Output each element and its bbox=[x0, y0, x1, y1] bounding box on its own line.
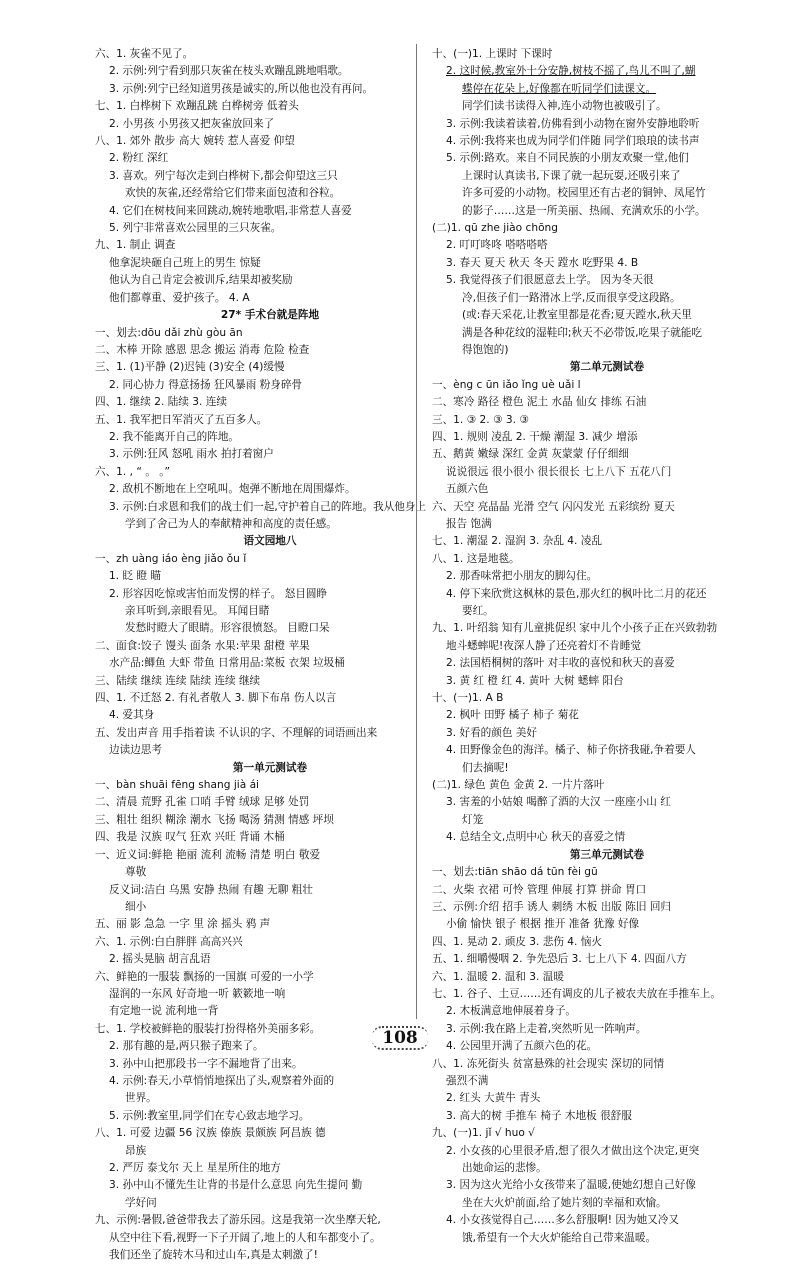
answer-text: 五、鹅黄 嫩绿 深红 金黄 灰蒙蒙 仔仔细细 bbox=[432, 448, 629, 461]
answer-line bbox=[95, 742, 445, 759]
answer-line bbox=[432, 916, 782, 933]
answer-text: 3. 示例:我在路上走着,突然听见一阵响声。 bbox=[446, 1022, 647, 1035]
answer-line bbox=[432, 446, 782, 463]
answer-text: 3. 示例:列宁已经知道男孩是诚实的,所以他也没有再问。 bbox=[109, 82, 374, 95]
answer-text: 三、粗壮 组织 糊涂 潮水 飞扬 喝汤 猜测 情感 坪坝 bbox=[95, 813, 334, 826]
answer-line bbox=[432, 725, 782, 742]
answer-text: 从空中往下看,视野一下子开阔了,地上的人和车都变小了。 bbox=[109, 1231, 381, 1244]
answer-text: 二、清晨 荒野 孔雀 口哨 手臂 绒球 足够 处罚 bbox=[95, 796, 310, 809]
answer-text: 3. 示例:狂风 怒吼 雨水 拍打着窗户 bbox=[109, 448, 274, 461]
answer-line bbox=[432, 342, 782, 359]
answer-line bbox=[95, 1073, 445, 1090]
answer-line bbox=[95, 429, 445, 446]
answer-line bbox=[432, 98, 782, 115]
answer-text: 三、1. ③ 2. ③ 3. ③ bbox=[432, 413, 529, 426]
answer-text: 4. 总结全文,点明中心 秋天的喜爱之情 bbox=[446, 831, 626, 844]
answer-text: (二)1. qū zhe jiào chōng bbox=[432, 222, 558, 235]
answer-text: 2. 摇头晃脑 胡言乱语 bbox=[109, 953, 211, 966]
answer-text: 2. 红头 大黄牛 青头 bbox=[446, 1092, 541, 1105]
answer-text: 4. 小女孩觉得自己……多么舒服啊! 因为她又冷又 bbox=[446, 1214, 679, 1227]
answer-line bbox=[432, 81, 782, 98]
answer-line bbox=[432, 1125, 782, 1142]
answer-text: 4. 示例:我将来也成为同学们伴随 同学们琅琅的读书声 bbox=[446, 135, 700, 148]
answer-text: 2. 我不能离开自己的阵地。 bbox=[109, 430, 240, 443]
answer-line bbox=[95, 464, 445, 481]
answer-line bbox=[95, 882, 445, 899]
answer-line bbox=[432, 1177, 782, 1194]
answer-line bbox=[95, 150, 445, 167]
answer-text: 4. 公园里开满了五颜六色的花。 bbox=[446, 1040, 598, 1053]
answer-line bbox=[95, 603, 445, 620]
column-divider bbox=[416, 44, 417, 1019]
answer-line bbox=[95, 673, 445, 690]
answer-line bbox=[95, 1090, 445, 1107]
answer-text: 世界。 bbox=[125, 1092, 157, 1105]
answer-text: 一、划去:tiān shāo dá tūn fèi gū bbox=[432, 866, 598, 879]
answer-text: 七、1. 白桦树下 欢蹦乱跳 白桦树旁 低着头 bbox=[95, 100, 299, 113]
answer-line bbox=[95, 794, 445, 811]
answer-line bbox=[432, 934, 782, 951]
answer-line bbox=[95, 63, 445, 80]
answer-line bbox=[95, 394, 445, 411]
answer-line bbox=[432, 481, 782, 498]
answer-text: 要红。 bbox=[462, 605, 494, 617]
answer-text: 5. 列宁非常喜欢公园里的三只灰雀。 bbox=[109, 222, 282, 235]
answer-line bbox=[432, 220, 782, 237]
answer-text: 第一单元测试卷 bbox=[232, 761, 308, 774]
answer-line bbox=[95, 1212, 445, 1229]
answer-text: 五、1. 细嚼慢咽 2. 争先恐后 3. 七上八下 4. 四面八方 bbox=[432, 953, 687, 966]
answer-line bbox=[95, 864, 445, 881]
answer-line bbox=[95, 707, 445, 724]
answer-line bbox=[95, 46, 445, 63]
answer-line bbox=[95, 220, 445, 237]
answer-text: 2. 示例:列宁看到那只灰雀在枝头欢蹦乱跳地唱歌。 bbox=[109, 65, 349, 78]
answer-text: 2. 枫叶 田野 橘子 柿子 菊花 bbox=[446, 709, 579, 722]
answer-line bbox=[95, 899, 445, 916]
answer-line bbox=[432, 1056, 782, 1073]
answer-line bbox=[95, 1195, 445, 1212]
answer-line bbox=[95, 359, 445, 376]
answer-line bbox=[432, 1090, 782, 1107]
answer-line bbox=[95, 1247, 445, 1264]
answer-text: 五、1. 我军把日军消灭了五百多人。 bbox=[95, 413, 268, 426]
answer-text: 4. 示例:春天,小草悄悄地探出了头,观察着外面的 bbox=[109, 1074, 335, 1087]
answer-line bbox=[95, 1230, 445, 1247]
answer-line bbox=[432, 620, 782, 637]
answer-text: 3. 黄 红 橙 红 4. 黄叶 大树 蟋蟀 阳台 bbox=[446, 674, 624, 687]
answer-text: 许多可爱的小动物。校园里还有古老的铜钟、凤尾竹 bbox=[462, 187, 706, 200]
answer-text: 一、èng c ūn iǎo ǐng uè uǎi l bbox=[432, 378, 581, 391]
answer-text: 欢快的灰雀,还经常给它们带来面包渣和谷粒。 bbox=[125, 187, 341, 200]
answer-text: 他们都尊重、爱护孩子。 4. A bbox=[109, 291, 250, 304]
answer-line bbox=[432, 325, 782, 342]
answer-line bbox=[432, 237, 782, 254]
answer-line bbox=[95, 185, 445, 202]
answer-line bbox=[95, 829, 445, 846]
answer-text: 二、木棒 开除 感恩 思念 搬运 消毒 危险 检查 bbox=[95, 343, 310, 356]
answer-line bbox=[95, 1160, 445, 1177]
answer-text: 2. 木板满意地伸展着身子。 bbox=[446, 1005, 577, 1018]
answer-line bbox=[95, 777, 445, 794]
answer-line bbox=[95, 290, 445, 307]
answer-text: 学好问 bbox=[125, 1196, 157, 1209]
answer-line bbox=[432, 377, 782, 394]
answer-line bbox=[432, 464, 782, 481]
answer-text: 2. 法国梧桐树的落叶 对丰收的喜悦和秋天的喜爱 bbox=[446, 657, 675, 670]
answer-text: 八、1. 这是地毯。 bbox=[432, 552, 520, 565]
answer-text: 3. 孙中山不懂先生让背的书是什么意思 向先生提问 勤 bbox=[109, 1179, 363, 1192]
answer-line bbox=[95, 586, 445, 603]
answer-text: 四、1. 不迁怒 2. 有礼者敬人 3. 脚下布帛 伤人以言 bbox=[95, 692, 337, 705]
answer-text: 们去摘呢! bbox=[462, 761, 509, 774]
answer-text: 三、示例:介绍 招手 诱人 刺绣 木板 出版 陈旧 回归 bbox=[432, 900, 672, 913]
answer-line bbox=[432, 742, 782, 759]
answer-line bbox=[95, 1143, 445, 1160]
answer-text: 2. 粉红 深红 bbox=[109, 152, 169, 165]
answer-line bbox=[95, 133, 445, 150]
answer-line bbox=[432, 777, 782, 794]
answer-text: 学到了舍己为人的奉献精神和高度的责任感。 bbox=[125, 517, 337, 530]
answer-line bbox=[432, 673, 782, 690]
answer-text: (二)1. 绿色 黄色 金黄 2. 一片片落叶 bbox=[432, 779, 605, 792]
answer-text: 3. 孙中山把那段书一字不漏地背了出来。 bbox=[109, 1057, 303, 1070]
answer-text: 边读边思考 bbox=[109, 744, 162, 757]
answer-text: 3. 春天 夏天 秋天 冬天 蹚水 吃野果 4. B bbox=[446, 256, 639, 269]
answer-line bbox=[95, 568, 445, 585]
answer-text: 2. 同心协力 得意扬扬 狂风暴雨 粉身碎骨 bbox=[109, 378, 303, 391]
answer-line bbox=[432, 133, 782, 150]
answer-text: 六、鲜艳的一服装 飘扬的一国旗 可爱的一小学 bbox=[95, 970, 314, 983]
answer-text: 3. 示例:白求恩和我们的战士们一起,守护着自己的阵地。我从他身上 bbox=[109, 500, 427, 513]
answer-line bbox=[95, 81, 445, 98]
answer-line bbox=[432, 533, 782, 550]
answer-text: 2. 小女孩的心里很矛盾,想了很久才做出这个决定,更突 bbox=[446, 1144, 700, 1157]
answer-text: 一、近义词:鲜艳 艳丽 流利 流畅 清楚 明白 敬爱 bbox=[95, 848, 321, 861]
answer-line bbox=[432, 1212, 782, 1229]
answer-text: 八、1. 冻死街头 贫富悬殊的社会现实 深切的同情 bbox=[432, 1057, 665, 1070]
answer-line bbox=[432, 1195, 782, 1212]
answer-line bbox=[95, 934, 445, 951]
answer-line bbox=[95, 499, 445, 516]
answer-text: 三、1. (1)平静 (2)迟钝 (3)安全 (4)缓慢 bbox=[95, 361, 285, 374]
answer-line bbox=[432, 1143, 782, 1160]
answer-line bbox=[432, 255, 782, 272]
answer-text: 四、我是 汉族 叹气 狂欢 兴旺 背诵 木桶 bbox=[95, 831, 285, 844]
answer-line bbox=[95, 725, 445, 742]
answer-text: 第三单元测试卷 bbox=[569, 848, 645, 861]
answer-line bbox=[432, 63, 782, 80]
answer-text: 尊敬 bbox=[125, 866, 147, 879]
section-heading bbox=[432, 359, 782, 376]
answer-text: 3. 因为这火光给小女孩带来了温暖,使她幻想自己好像 bbox=[446, 1179, 696, 1192]
answer-text: 昂族 bbox=[125, 1144, 147, 1157]
answer-line bbox=[95, 916, 445, 933]
section-heading bbox=[432, 847, 782, 864]
answer-line bbox=[95, 847, 445, 864]
answer-line bbox=[432, 829, 782, 846]
answer-line bbox=[432, 1003, 782, 1020]
page-number-text: 108 bbox=[372, 1026, 428, 1050]
answer-text: 的影子……这是一所美丽、热闹、充满欢乐的小学。 bbox=[462, 204, 706, 217]
answer-line bbox=[432, 760, 782, 777]
answer-line bbox=[432, 394, 782, 411]
answer-text: 他拿泥块砸自己班上的男生 惊疑 bbox=[109, 256, 261, 269]
answer-line bbox=[95, 551, 445, 568]
answer-line bbox=[432, 1073, 782, 1090]
answer-text: 2. 严厉 泰戈尔 天上 星星所住的地方 bbox=[109, 1162, 281, 1174]
answer-text: 2. 小男孩 小男孩又把灰雀放回来了 bbox=[109, 117, 275, 130]
answer-text: 4. 田野像金色的海洋。橘子、柿子你挤我碰,争着要人 bbox=[446, 744, 696, 757]
answer-line bbox=[432, 168, 782, 185]
answer-line bbox=[432, 46, 782, 63]
answer-line bbox=[95, 638, 445, 655]
answer-text: 五、丽 影 急急 一字 里 涂 摇头 鸦 声 bbox=[95, 918, 271, 931]
answer-line bbox=[432, 899, 782, 916]
answer-text: 四、1. 规则 凌乱 2. 干燥 潮湿 3. 减少 增添 bbox=[432, 430, 638, 443]
section-heading bbox=[95, 307, 445, 324]
answer-line bbox=[432, 603, 782, 620]
answer-text: 五颜六色 bbox=[446, 483, 489, 496]
answer-text: 十、(一)1. 上课时 下课时 bbox=[432, 48, 553, 60]
answer-line bbox=[432, 707, 782, 724]
answer-line bbox=[95, 986, 445, 1003]
answer-line bbox=[432, 307, 782, 324]
answer-line bbox=[432, 150, 782, 167]
answer-text: 3. 喜欢。列宁每次走到白桦树下,都会仰望这三只 bbox=[109, 169, 338, 182]
answer-text: 三、陆续 继续 连续 陆续 连续 继续 bbox=[95, 674, 261, 687]
answer-text: 四、1. 晃动 2. 顽皮 3. 悲伤 4. 恼火 bbox=[432, 935, 602, 948]
answer-line bbox=[432, 116, 782, 133]
answer-line bbox=[95, 951, 445, 968]
answer-text: 反义词:洁白 乌黑 安静 热闹 有趣 无聊 粗壮 bbox=[109, 883, 313, 896]
answer-text: 六、天空 亮晶晶 光滑 空气 闪闪发光 五彩缤纷 夏天 bbox=[432, 500, 675, 513]
answer-line bbox=[95, 168, 445, 185]
answer-line bbox=[95, 1056, 445, 1073]
answer-line bbox=[95, 237, 445, 254]
answer-text: 2. 那有趣的是,两只猴子跑来了。 bbox=[109, 1040, 264, 1053]
answer-text: 细小 bbox=[125, 900, 147, 913]
answer-line bbox=[432, 551, 782, 568]
answer-text: 九、(一)1. jǐ √ huo √ bbox=[432, 1127, 535, 1140]
answer-line bbox=[432, 586, 782, 603]
page-number bbox=[0, 1026, 800, 1053]
answer-text: 六、1. 灰雀不见了。 bbox=[95, 48, 194, 60]
answer-text: 语文园地八 bbox=[243, 535, 297, 548]
answer-text: 4. 爱其身 bbox=[109, 709, 155, 722]
answer-text: 3. 害羞的小姑娘 喝醉了酒的大汉 一座座小山 红 bbox=[446, 796, 671, 809]
answer-text: 同学们读书读得入神,连小动物也被吸引了。 bbox=[462, 100, 667, 113]
answer-line bbox=[432, 1108, 782, 1125]
answer-text: 八、1. 郊外 散步 高大 婉转 惹人喜爱 仰望 bbox=[95, 135, 295, 148]
answer-text: 九、1. 叶绍翁 知有儿童挑促织 家中儿个小孩子正在兴致勃勃 bbox=[432, 622, 718, 635]
answer-line bbox=[95, 969, 445, 986]
answer-text: 湿润的一东风 好奇地一听 簌簌地一响 bbox=[109, 987, 286, 1000]
answer-line bbox=[95, 690, 445, 707]
answer-line bbox=[95, 1003, 445, 1020]
answer-text: 六、1. 温暖 2. 温和 3. 温暖 bbox=[432, 970, 564, 983]
answer-text: 强烈不满 bbox=[446, 1074, 489, 1087]
answer-line bbox=[432, 499, 782, 516]
answer-text: 六、1. , “ 。 。” bbox=[95, 465, 170, 478]
answer-line bbox=[432, 412, 782, 429]
answer-text: 5. 示例:教室里,同学们在专心致志地学习。 bbox=[109, 1109, 310, 1122]
answer-text: 饿,希望有一个大火炉能给自己带来温暖。 bbox=[462, 1231, 657, 1244]
answer-line bbox=[95, 116, 445, 133]
answer-text: 第二单元测试卷 bbox=[569, 361, 645, 374]
answer-text: 发愁时瞪大了眼睛。形容很愤怒。 目瞪口呆 bbox=[125, 622, 330, 635]
answer-text: 2. 这时候,教室外十分安静,树枝不摇了,鸟儿不叫了,蝴 bbox=[446, 65, 696, 78]
answer-text: 2. 叮叮咚咚 嗒嗒嗒嗒 bbox=[446, 239, 548, 252]
answer-line bbox=[432, 986, 782, 1003]
answer-line bbox=[95, 620, 445, 637]
answer-line bbox=[95, 1125, 445, 1142]
answer-line bbox=[95, 446, 445, 463]
answer-line bbox=[432, 969, 782, 986]
answer-line bbox=[95, 98, 445, 115]
answer-text: 地斗蟋蟀呢!夜深人静了还亮着灯不肯睡觉 bbox=[446, 639, 641, 652]
answer-text: 2. 敌机不断地在上空吼叫。炮弹不断地在周围爆炸。 bbox=[109, 483, 356, 496]
answer-text: 坐在大火炉前面,给了她片刻的幸福和欢愉。 bbox=[462, 1196, 667, 1209]
answer-text: 小偷 愉快 银子 根据 推开 准备 犹豫 好像 bbox=[446, 918, 640, 931]
answer-text: 四、1. 继续 2. 陆续 3. 连续 bbox=[95, 396, 227, 409]
answer-line bbox=[95, 1177, 445, 1194]
answer-text: 五、发出声音 用手指着读 不认识的字、不理解的词语画出来 bbox=[95, 726, 378, 739]
answer-text: 4. 停下来欣赏这枫林的景色,那火红的枫叶比二月的花还 bbox=[446, 587, 707, 600]
answer-text: 4. 它们在树枝间来回跳动,婉转地歌唱,非常惹人喜爱 bbox=[109, 204, 352, 217]
answer-line bbox=[95, 812, 445, 829]
answer-line bbox=[432, 185, 782, 202]
answer-line bbox=[432, 638, 782, 655]
answer-line bbox=[432, 812, 782, 829]
answer-line bbox=[432, 1160, 782, 1177]
answer-line bbox=[432, 951, 782, 968]
answer-text: 一、zh uàng iáo èng jiǎo ǒu ǐ bbox=[95, 552, 247, 565]
answer-line bbox=[95, 1108, 445, 1125]
answer-text: 出她命运的悲惨。 bbox=[462, 1162, 547, 1174]
answer-line bbox=[95, 377, 445, 394]
answer-text: 一、bàn shuāi fēng shang jià ái bbox=[95, 779, 260, 792]
answer-line bbox=[432, 882, 782, 899]
answer-line bbox=[95, 272, 445, 289]
answer-line bbox=[432, 568, 782, 585]
answer-text: 满是各种花纹的湿鞋印;秋天不必带饭,吃果子就能吃 bbox=[462, 326, 702, 339]
answer-line bbox=[95, 481, 445, 498]
answer-text: 得饱饱的) bbox=[462, 343, 509, 356]
answer-text: 有定地一说 流利地一背 bbox=[109, 1005, 219, 1018]
section-heading bbox=[95, 760, 445, 777]
answer-line bbox=[95, 342, 445, 359]
answer-text: 九、示例:暑假,爸爸带我去了游乐园。这是我第一次坐摩天轮, bbox=[95, 1214, 381, 1227]
left-column bbox=[95, 46, 445, 1264]
answer-text: 九、1. 制止 调查 bbox=[95, 239, 176, 252]
answer-line bbox=[95, 516, 445, 533]
answer-line bbox=[432, 516, 782, 533]
answer-text: 3. 高大的树 手推车 椅子 木地板 很舒服 bbox=[446, 1109, 632, 1122]
answer-line bbox=[95, 412, 445, 429]
answer-line bbox=[432, 203, 782, 220]
answer-text: 冷,但孩子们一路滑冰上学,反而很享受这段路。 bbox=[462, 291, 681, 304]
right-column bbox=[432, 46, 782, 1247]
answer-text: 六、1. 示例:白白胖胖 高高兴兴 bbox=[95, 935, 243, 948]
answer-text: 报告 饱满 bbox=[446, 517, 492, 530]
answer-text: 2. 形容因吃惊或害怕而发愣的样子。 怒目圆睁 bbox=[109, 587, 328, 600]
answer-line bbox=[432, 272, 782, 289]
answer-line bbox=[432, 290, 782, 307]
answer-text: 亲耳听到,亲眼看见。 耳闻目睹 bbox=[125, 605, 270, 617]
answer-text: 灯笼 bbox=[462, 813, 484, 826]
answer-line bbox=[432, 794, 782, 811]
section-heading bbox=[95, 533, 445, 550]
answer-text: 2. 那香味常把小朋友的脚勾住。 bbox=[446, 570, 598, 583]
answer-text: 我们还坐了旋转木马和过山车,真是太刺激了! bbox=[109, 1249, 318, 1262]
answer-text: 水产品:鲫鱼 大虾 带鱼 日常用品:菜板 衣架 垃圾桶 bbox=[109, 657, 345, 670]
answer-line bbox=[432, 864, 782, 881]
answer-text: 蝶停在花朵上,好像都在听同学们读课文。 bbox=[462, 82, 657, 95]
answer-line bbox=[95, 325, 445, 342]
answer-text: 上课时认真读书,下课了就一起玩耍,还吸引来了 bbox=[462, 169, 681, 182]
answer-line bbox=[95, 655, 445, 672]
answer-text: 七、1. 谷子、土豆……还有调皮的儿子被农夫放在手推车上。 bbox=[432, 987, 721, 1000]
answer-text: 5. 示例:路欢。来自不同民族的小朋友欢聚一堂,他们 bbox=[446, 152, 689, 165]
answer-text: 3. 示例:我读着读着,仿佛看到小动物在窗外安静地聆听 bbox=[446, 117, 700, 130]
answer-text: 八、1. 可爱 边疆 56 汉族 傣族 景颇族 阿昌族 德 bbox=[95, 1127, 326, 1140]
answer-line bbox=[432, 690, 782, 707]
answer-text: 5. 我觉得孩子们很愿意去上学。 因为冬天很 bbox=[446, 274, 654, 287]
answer-text: 一、划去:dōu dǎi zhù gòu ān bbox=[95, 326, 243, 339]
answer-text: 27* 手术台就是阵地 bbox=[220, 309, 320, 322]
answer-text: 七、1. 潮湿 2. 湿润 3. 杂乱 4. 凌乱 bbox=[432, 535, 602, 548]
answer-line bbox=[432, 655, 782, 672]
answer-text: 3. 好看的颜色 美好 bbox=[446, 726, 537, 739]
answer-line bbox=[432, 429, 782, 446]
answer-text: 二、火柴 衣裙 可怜 管理 伸展 打算 拼命 胃口 bbox=[432, 883, 647, 896]
answer-text: 1. 眨 瞪 瞄 bbox=[109, 570, 161, 583]
answer-line bbox=[432, 1230, 782, 1247]
answer-text: 他认为自己肯定会被训斥,结果却被奖励 bbox=[109, 274, 293, 287]
answer-text: 十、(一)1. A B bbox=[432, 692, 504, 705]
answer-text: 二、面食:饺子 馒头 面条 水果:苹果 甜橙 苹果 bbox=[95, 639, 310, 652]
answer-text: 说说很远 很小很小 很长很长 七上八下 五花八门 bbox=[446, 465, 672, 478]
answer-line bbox=[95, 203, 445, 220]
answer-text: (或:春天采花,让教室里都是花香;夏天蹚水,秋天里 bbox=[462, 309, 692, 322]
answer-text: 二、寒冷 路径 橙色 泥土 水晶 仙女 排练 石油 bbox=[432, 396, 647, 409]
answer-line bbox=[95, 255, 445, 272]
answer-text: 七、1. 学校被鲜艳的服装打扮得格外美丽多彩。 bbox=[95, 1022, 321, 1035]
